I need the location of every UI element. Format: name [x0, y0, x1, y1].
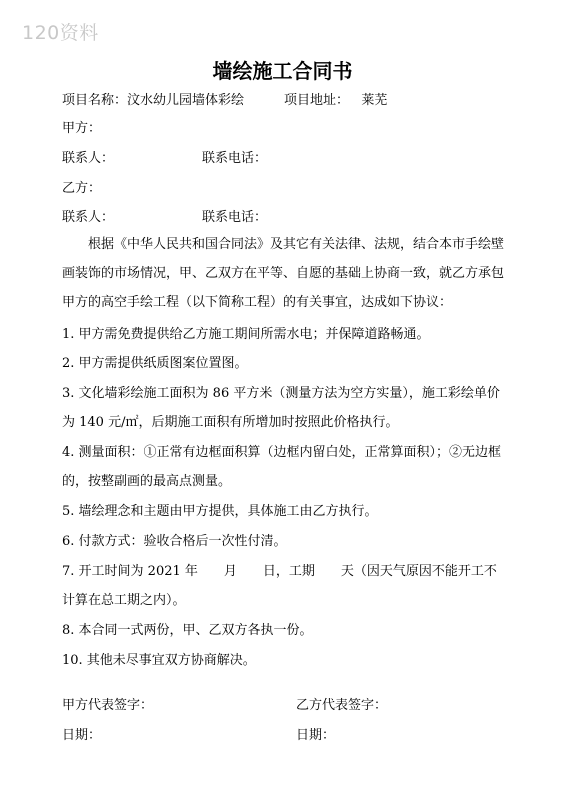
date-row — [62, 727, 336, 745]
clause-8: 8. 本合同一式两份，甲、乙双方各执一份。 — [62, 623, 313, 638]
party-b-signature-label: 乙方代表签字： — [296, 698, 388, 713]
party-a-contact-phone: 联系电话： — [202, 151, 268, 166]
project-row — [62, 92, 388, 110]
party-b-date-label: 日期： — [296, 728, 336, 743]
clause-7: 7. 开工时间为 2021 年 月 日，工期 天（因天气原因不能开工不计算在总工期之内）。 — [62, 564, 497, 608]
party-a-signature-label: 甲方代表签字： — [62, 698, 154, 713]
party-a-date-label: 日期： — [62, 728, 102, 743]
project-address-label: 项目地址： — [284, 93, 350, 108]
clause-5: 5. 墙绘理念和主题由甲方提供，具体施工由乙方执行。 — [62, 504, 378, 519]
clause-4: 4. 测量面积：①正常有边框面积算（边框内留白处，正常算面积）；②无边框的，按整副画的最高点测量。 — [62, 445, 502, 489]
project-name-label: 项目名称： — [62, 93, 128, 108]
intro-paragraph: 根据《中华人民共和国合同法》及其它有关法律、法规，结合本市手绘壁画装饰的市场情况，甲、乙双方在平等、自愿的基础上协商一致，就乙方承包甲方的高空手绘工程（以下简称工程）的有关事宜，达成如下协议： — [62, 237, 505, 310]
party-a-contact-person: 联系人： — [62, 151, 115, 166]
party-b-contact-row — [62, 209, 268, 227]
clause-6: 6. 付款方式：验收合格后一次性付清。 — [62, 534, 287, 549]
party-b-label: 乙方： — [62, 181, 102, 196]
watermark: 120资料 — [22, 22, 99, 44]
party-a-contact-row — [62, 150, 268, 168]
project-name-value: 汶水幼儿园墙体彩绘 — [127, 93, 245, 108]
document-title: 墙绘施工合同书 — [212, 59, 353, 83]
project-address — [284, 92, 387, 110]
party-b-contact-person: 联系人： — [62, 210, 115, 225]
party-a-label: 甲方： — [62, 121, 102, 136]
party-b-contact-phone: 联系电话： — [202, 210, 268, 225]
clause-3: 3. 文化墙彩绘施工面积为 86 平方米（测量方法为空方实量），施工彩绘单价为 140 元/㎡，后期施工面积有所增加时按照此价格执行。 — [62, 386, 500, 430]
signature-row — [62, 697, 388, 715]
clause-2: 2. 甲方需提供纸质图案位置图。 — [62, 356, 248, 371]
clause-1: 1. 甲方需免费提供给乙方施工期间所需水电；并保障道路畅通。 — [62, 327, 430, 342]
clause-10: 10. 其他未尽事宜双方协商解决。 — [62, 653, 256, 668]
project-address-value: 莱芜 — [361, 93, 388, 108]
